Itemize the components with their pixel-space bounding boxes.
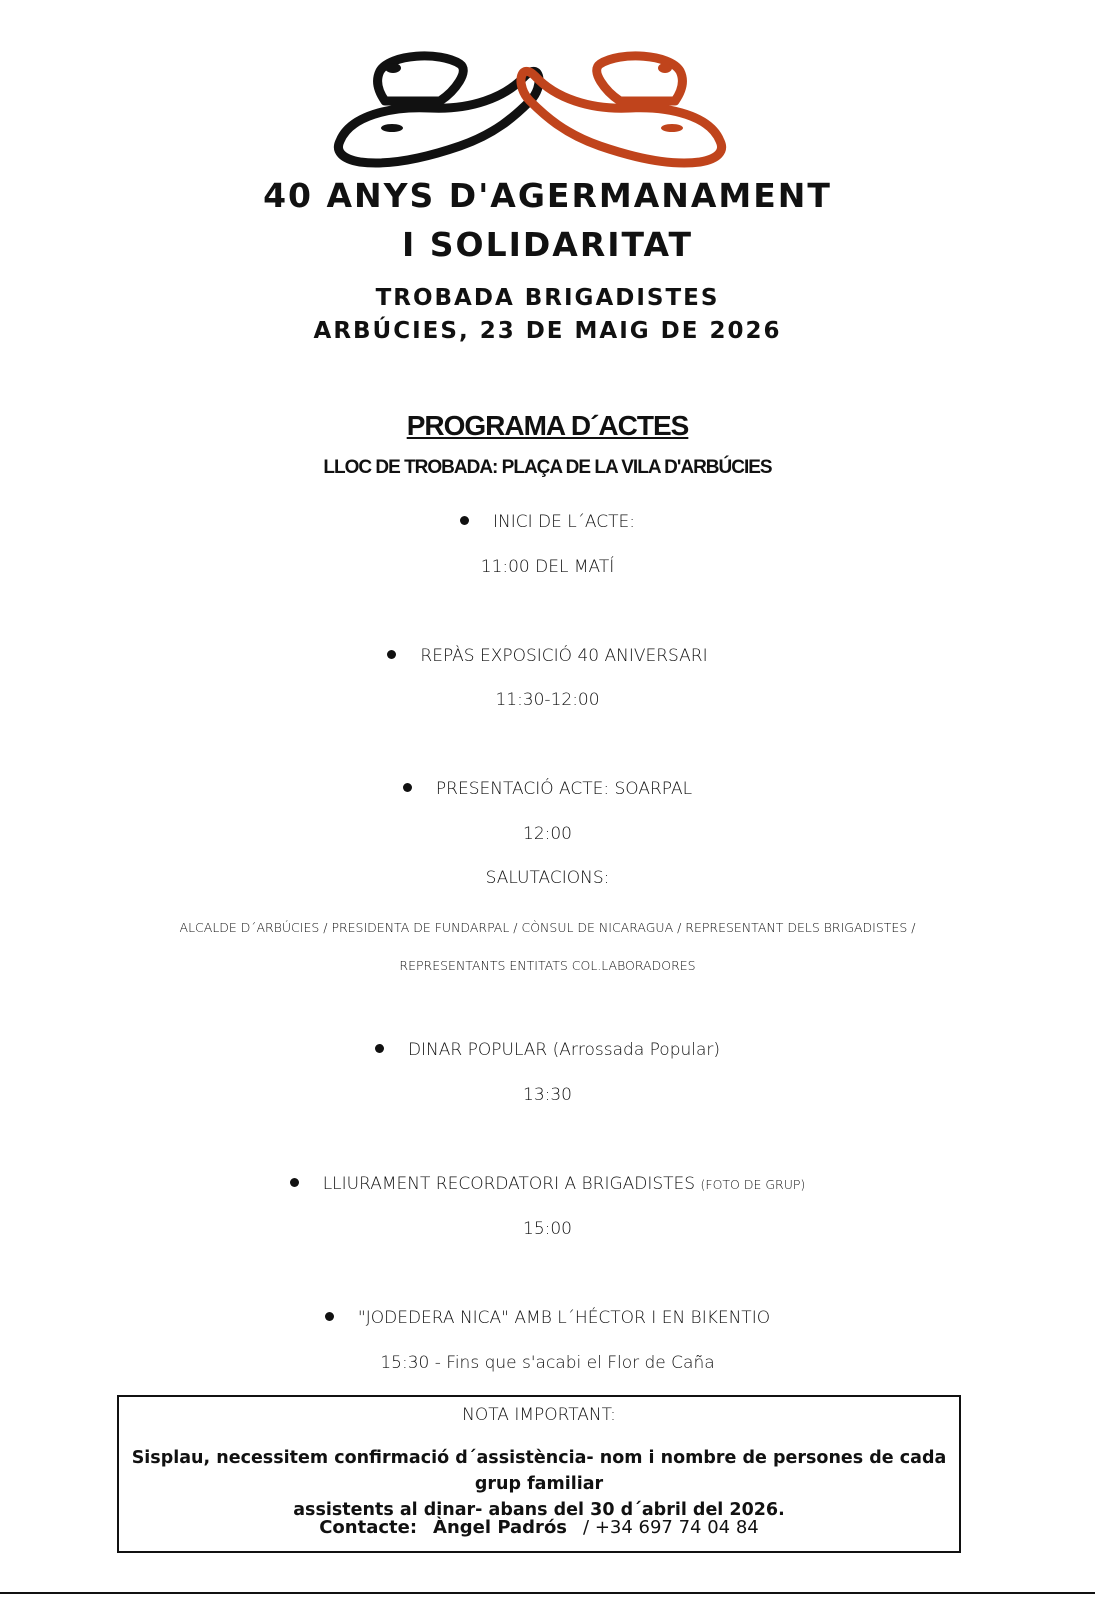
bullet-icon: [403, 783, 412, 792]
program-item-1-time: 11:00 DEL MATÍ: [480, 557, 615, 577]
bottom-divider: [0, 1592, 1095, 1594]
program-item-4: [0, 1040, 1095, 1060]
program-title: [0, 410, 1095, 442]
hats-logo: [330, 46, 730, 174]
program-item-6: [0, 1308, 1095, 1328]
program-item-5: [0, 1174, 1095, 1194]
program-item-label: LLIURAMENT RECORDATORI A BRIGADISTES: [322, 1174, 696, 1194]
bullet-icon: [375, 1044, 384, 1053]
program-item-label-note: (FOTO DE GRUP): [700, 1177, 806, 1192]
contact-phone[interactable]: / +34 697 74 04 84: [583, 1517, 759, 1538]
program-item-3-time: 12:00: [523, 824, 572, 844]
greetings-list-line1: ALCALDE D´ARBÚCIES / PRESIDENTA DE FUNDARPAL / CÒNSUL DE NICARAGUA / REPRESENTANT DELS BRIGADISTES /: [179, 920, 916, 935]
meeting-point: LLOC DE TROBADA: PLAÇA DE LA VILA D'ARBÚCIES: [323, 457, 772, 478]
important-note-box: [117, 1395, 961, 1553]
program-item-label: REPÀS EXPOSICIÓ 40 ANIVERSARI: [420, 646, 708, 666]
program-item-1: [0, 512, 1095, 532]
note-title: NOTA IMPORTANT:: [462, 1405, 616, 1425]
event-title-line2: I SOLIDARITAT: [402, 225, 693, 264]
event-title-line1: 40 ANYS D'AGERMANAMENT: [263, 176, 832, 215]
event-subtitle-line1: TROBADA BRIGADISTES: [375, 285, 720, 311]
note-contact: [119, 1517, 959, 1538]
bullet-icon: [325, 1312, 334, 1321]
program-title-text: PROGRAMA D´ACTES: [406, 410, 689, 441]
program-item-5-time: 15:00: [523, 1219, 572, 1239]
program-item-label: PRESENTACIÓ ACTE: SOARPAL: [435, 779, 693, 799]
note-text: [129, 1445, 949, 1523]
program-item-label: DINAR POPULAR (Arrossada Popular): [407, 1040, 721, 1060]
contact-label: Contacte:: [319, 1517, 418, 1538]
note-text-line1: Sisplau, necessitem confirmació d´assistència- nom i nombre de persones de cada grup familiar: [131, 1448, 947, 1494]
program-item-6-time: 15:30 - Fins que s'acabi el Flor de Caña: [380, 1353, 715, 1373]
bullet-icon: [387, 650, 396, 659]
note-text-line2: assistents al dinar- abans del 30 d´abril del 2026.: [293, 1500, 785, 1520]
program-item-3: [0, 779, 1095, 799]
event-subtitle-line2: ARBÚCIES, 23 DE MAIG DE 2026: [313, 318, 782, 344]
program-item-label: "JODEDERA NICA" AMB L´HÉCTOR I EN BIKENTIO: [357, 1308, 771, 1328]
bullet-icon: [460, 516, 469, 525]
greetings-label: SALUTACIONS:: [485, 868, 610, 888]
program-item-4-time: 13:30: [523, 1085, 572, 1105]
bullet-icon: [290, 1178, 299, 1187]
greetings-list-line2: REPRESENTANTS ENTITATS COL.LABORADORES: [399, 958, 696, 973]
contact-name: Àngel Padrós: [433, 1517, 568, 1538]
program-item-2: [0, 646, 1095, 666]
program-item-label: INICI DE L´ACTE:: [492, 512, 635, 532]
program-item-2-time: 11:30-12:00: [495, 690, 600, 710]
